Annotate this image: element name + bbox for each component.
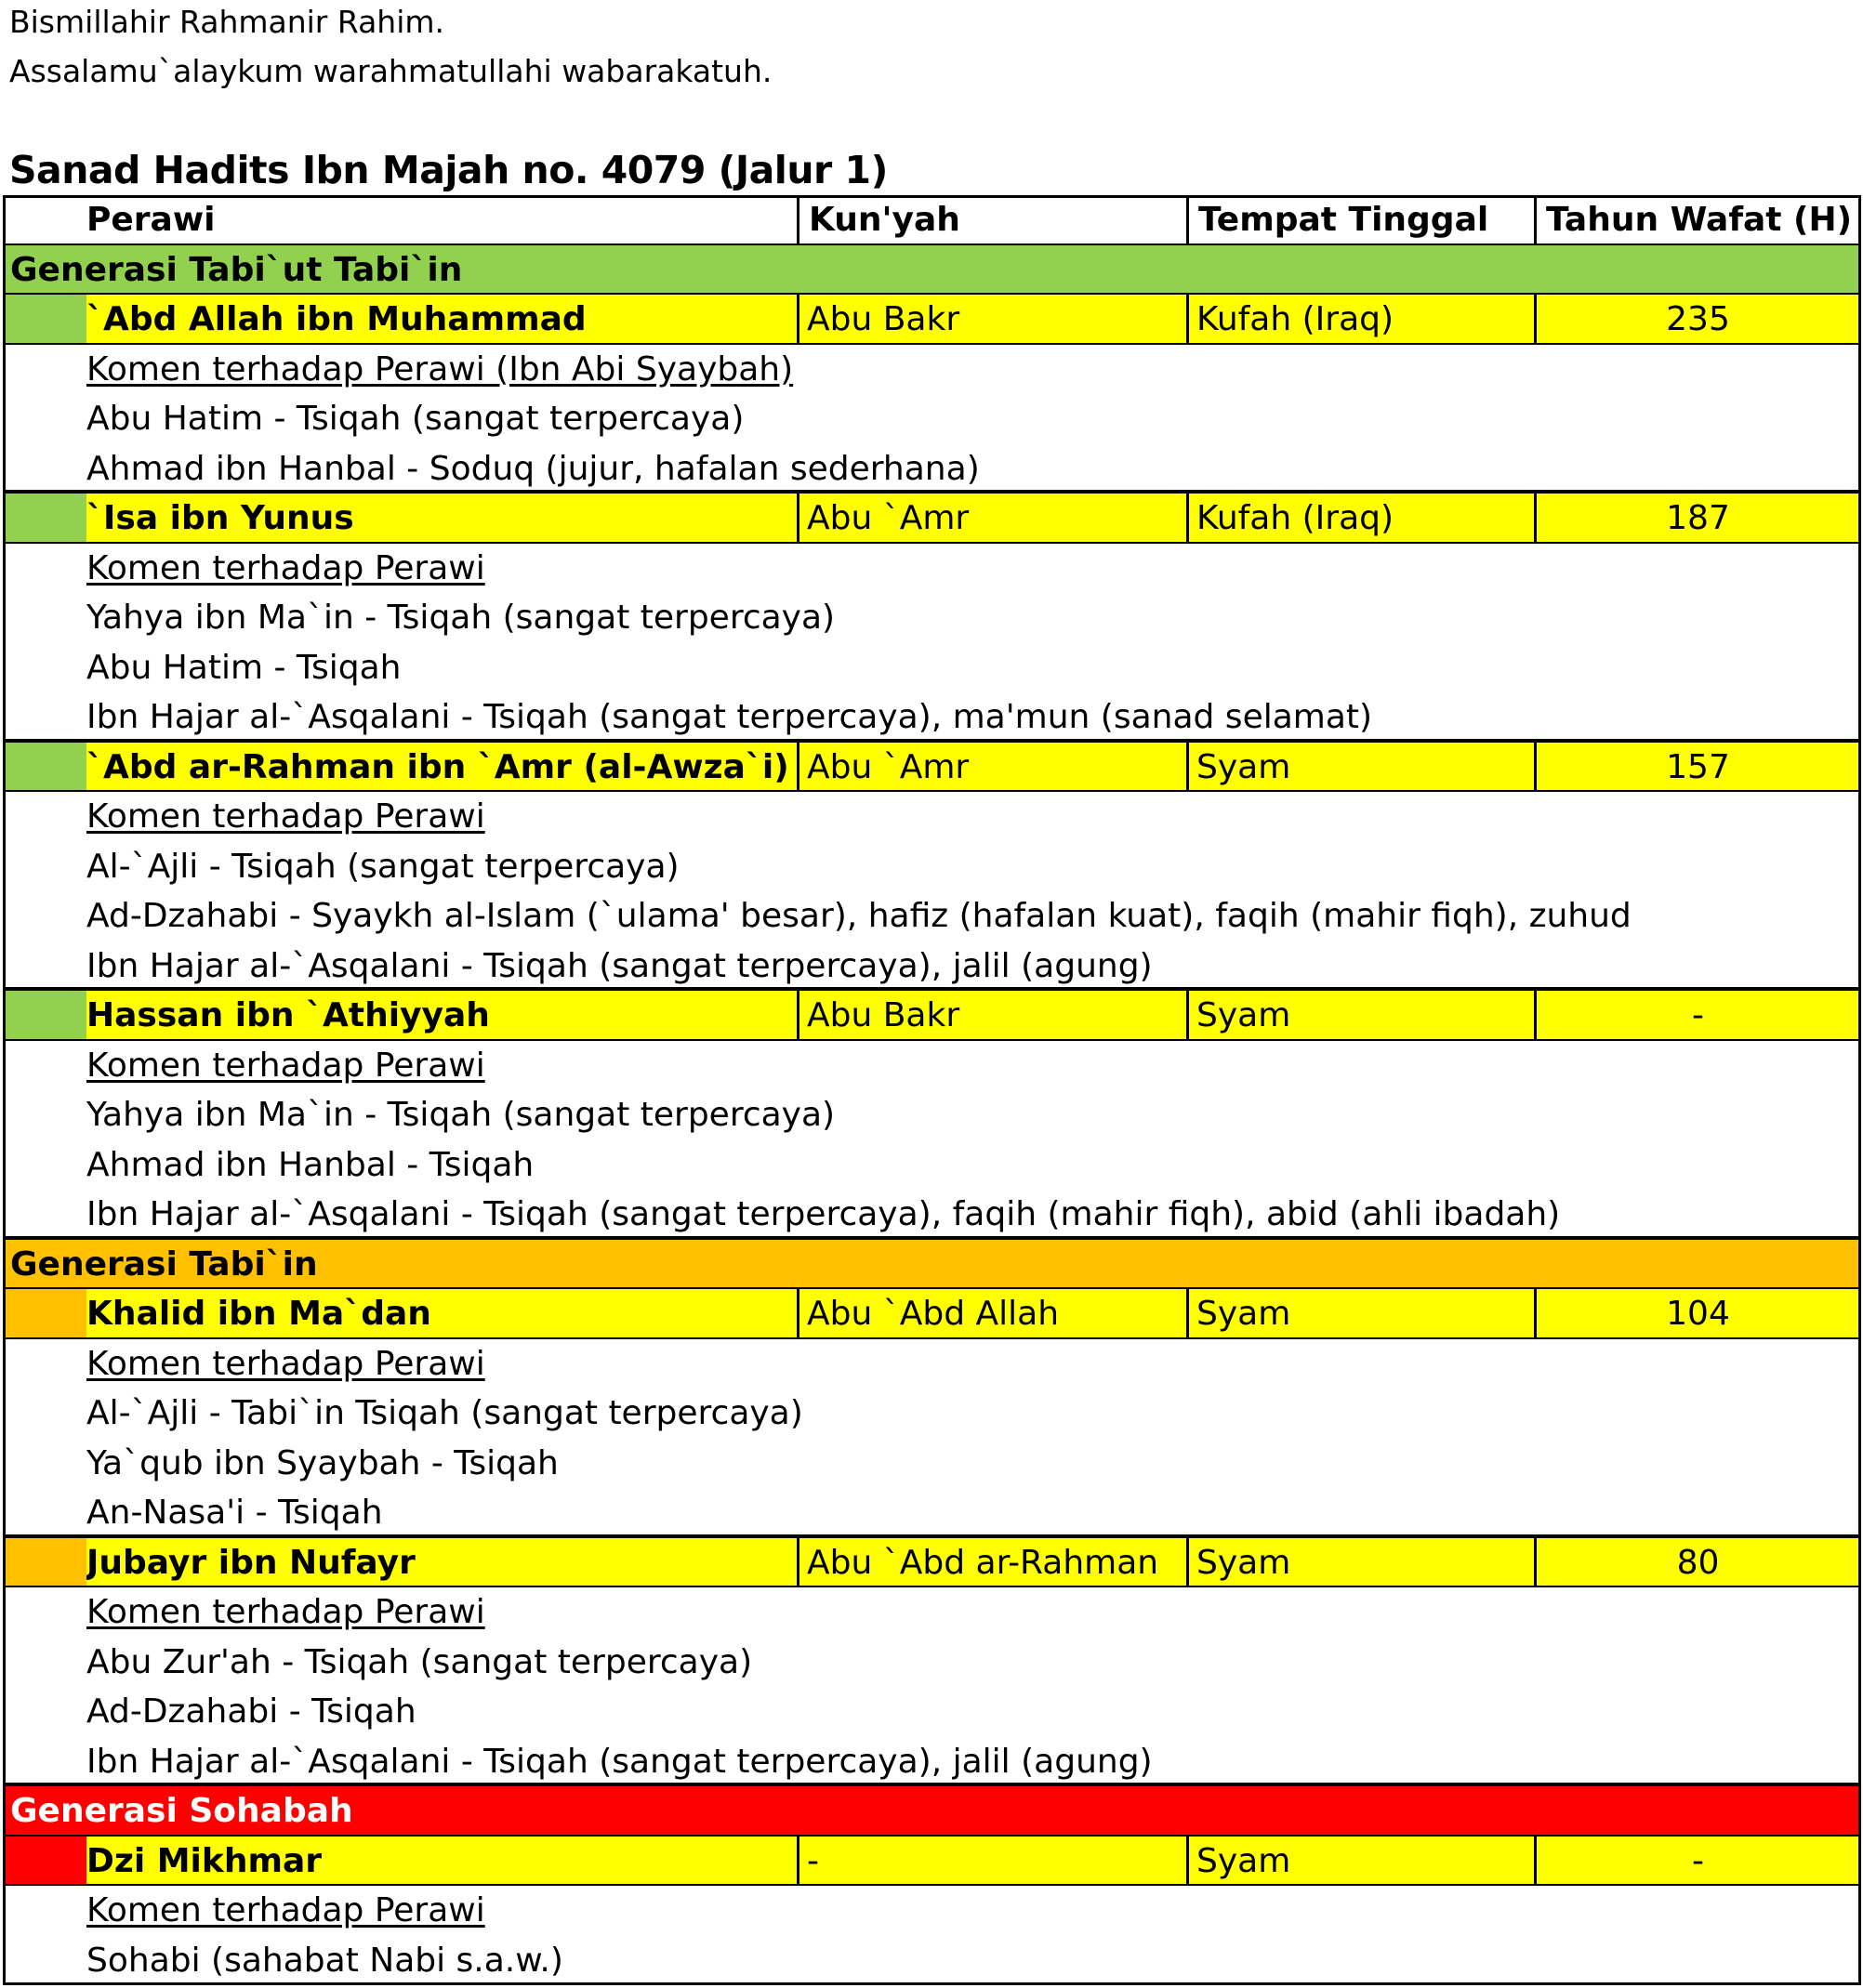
- column-divider: [1534, 743, 1537, 792]
- column-divider: [797, 1837, 799, 1886]
- comment-row: [3, 1140, 1861, 1190]
- comment-title: [86, 792, 485, 841]
- comment-text: Al-`Ajli - Tsiqah (sangat terpercaya): [86, 847, 680, 886]
- column-divider: [797, 743, 799, 792]
- comment-title: [86, 1339, 485, 1389]
- comment-text: Ibn Hajar al-`Asqalani - Tsiqah (sangat terpercaya), jalil (agung): [86, 946, 1153, 985]
- narrator-residence: Syam: [1196, 1295, 1291, 1333]
- comment-title: [86, 345, 793, 394]
- comment-title: [86, 1587, 485, 1637]
- comment-title-row: [3, 1886, 1861, 1935]
- narrator-kunyah: Abu `Amr: [807, 499, 970, 537]
- sanad-table: [3, 195, 1861, 1985]
- comment-row: [3, 1190, 1861, 1239]
- comment-title-text: Komen terhadap Perawi: [86, 1344, 485, 1383]
- page-title: Sanad Hadits Ibn Majah no. 4079 (Jalur 1): [9, 148, 888, 192]
- comment-row: [3, 1936, 1861, 1985]
- generation-heading-row: [3, 245, 1861, 295]
- column-divider: [1534, 195, 1537, 244]
- comment-text: Ahmad ibn Hanbal - Tsiqah: [86, 1145, 535, 1184]
- column-divider: [1534, 1837, 1537, 1886]
- comment-row: [3, 1389, 1861, 1438]
- comment-title-row: [3, 544, 1861, 593]
- comment-title: [86, 1041, 485, 1090]
- narrator-residence: Syam: [1196, 1543, 1291, 1582]
- comment-title-text: Komen terhadap Perawi: [86, 548, 485, 587]
- generation-color-marker: [3, 494, 86, 543]
- narrator-residence: Syam: [1196, 747, 1291, 786]
- comment-text: Ibn Hajar al-`Asqalani - Tsiqah (sangat terpercaya), ma'mun (sanad selamat): [86, 698, 1373, 736]
- comment-text: Abu Hatim - Tsiqah (sangat terpercaya): [86, 400, 745, 438]
- narrator-name: `Abd Allah ibn Muhammad: [86, 300, 587, 338]
- narrator-kunyah: -: [807, 1841, 819, 1880]
- narrator-name: `Abd ar-Rahman ibn `Amr (al-Awza`i): [86, 747, 789, 786]
- column-divider: [1186, 1538, 1189, 1587]
- narrator-kunyah: Abu `Abd ar-Rahman: [807, 1543, 1159, 1582]
- column-divider: [797, 295, 799, 344]
- comment-text: Al-`Ajli - Tabi`in Tsiqah (sangat terpercaya): [86, 1394, 803, 1432]
- generation-color-marker: [3, 1289, 86, 1338]
- comment-title-text: Komen terhadap Perawi (Ibn Abi Syaybah): [86, 349, 794, 388]
- comment-title-text: Komen terhadap Perawi: [86, 797, 485, 836]
- comment-row: [3, 1439, 1861, 1488]
- comment-title-row: [3, 345, 1861, 394]
- column-divider: [1186, 1837, 1189, 1886]
- comment-row: [3, 891, 1861, 941]
- comment-row: [3, 941, 1861, 991]
- comment-text: Ya`qub ibn Syaybah - Tsiqah: [86, 1443, 559, 1482]
- narrator-row: [3, 295, 1861, 344]
- generation-heading: Generasi Sohabah: [10, 1792, 353, 1830]
- column-divider: [797, 1289, 799, 1338]
- column-divider: [1534, 295, 1537, 344]
- narrator-death-year: 104: [1666, 1295, 1730, 1333]
- generation-heading: Generasi Tabi`ut Tabi`in: [10, 250, 463, 289]
- narrator-name: Khalid ibn Ma`dan: [86, 1295, 431, 1333]
- narrator-death-year: 80: [1676, 1543, 1720, 1582]
- column-divider: [1186, 494, 1189, 543]
- comment-title-text: Komen terhadap Perawi: [86, 1046, 485, 1085]
- comment-row: [3, 1090, 1861, 1139]
- column-divider: [797, 195, 799, 244]
- column-divider: [1186, 991, 1189, 1040]
- comment-title: [86, 1886, 485, 1935]
- column-divider: [1186, 743, 1189, 792]
- generation-color-marker: [3, 1538, 86, 1587]
- column-divider: [1534, 991, 1537, 1040]
- comment-row: [3, 444, 1861, 494]
- comment-row: [3, 692, 1861, 742]
- comment-title-text: Komen terhadap Perawi: [86, 1891, 485, 1929]
- comment-text: Yahya ibn Ma`in - Tsiqah (sangat terpercaya): [86, 1096, 836, 1134]
- comment-row: [3, 1737, 1861, 1786]
- greeting-line-2: Assalamu`alaykum warahmatullahi wabarakatuh.: [9, 53, 773, 89]
- narrator-kunyah: Abu Bakr: [807, 996, 960, 1034]
- comment-text: Sohabi (sahabat Nabi s.a.w.): [86, 1941, 563, 1980]
- narrator-death-year: -: [1692, 996, 1704, 1034]
- column-divider: [1534, 1289, 1537, 1338]
- narrator-row: [3, 1538, 1861, 1587]
- narrator-name: `Isa ibn Yunus: [86, 499, 354, 537]
- narrator-kunyah: Abu `Abd Allah: [807, 1295, 1060, 1333]
- generation-heading-row: [3, 1240, 1861, 1289]
- comment-text: An-Nasa'i - Tsiqah: [86, 1494, 383, 1532]
- comment-row: [3, 842, 1861, 891]
- comment-text: Abu Zur'ah - Tsiqah (sangat terpercaya): [86, 1642, 753, 1681]
- narrator-row: [3, 1837, 1861, 1886]
- comment-title-row: [3, 1339, 1861, 1389]
- comment-title-row: [3, 1587, 1861, 1637]
- narrator-death-year: 235: [1666, 300, 1730, 338]
- column-header-kunyah: Kun'yah: [809, 201, 960, 239]
- column-header-tempat: Tempat Tinggal: [1198, 201, 1489, 239]
- comment-title-text: Komen terhadap Perawi: [86, 1593, 485, 1631]
- narrator-row: [3, 743, 1861, 792]
- narrator-name: Dzi Mikhmar: [86, 1841, 323, 1880]
- narrator-residence: Kufah (Iraq): [1196, 499, 1394, 537]
- generation-color-marker: [3, 743, 86, 792]
- narrator-death-year: 157: [1666, 747, 1730, 786]
- comment-row: [3, 1488, 1861, 1537]
- narrator-kunyah: Abu Bakr: [807, 300, 960, 338]
- generation-color-marker: [3, 295, 86, 344]
- comment-text: Ad-Dzahabi - Tsiqah: [86, 1692, 416, 1731]
- generation-heading-row: [3, 1786, 1861, 1836]
- comment-row: [3, 1638, 1861, 1687]
- comment-text: Ibn Hajar al-`Asqalani - Tsiqah (sangat terpercaya), faqih (mahir fiqh), abid (ahli ibadah): [86, 1195, 1561, 1233]
- column-divider: [1534, 1538, 1537, 1587]
- comment-text: Abu Hatim - Tsiqah: [86, 648, 402, 687]
- comment-text: Ad-Dzahabi - Syaykh al-Islam (`ulama' besar), hafiz (hafalan kuat), faqih (mahir fiqh), zuhud: [86, 897, 1632, 935]
- column-divider: [1534, 494, 1537, 543]
- comment-text: Ahmad ibn Hanbal - Soduq (jujur, hafalan sederhana): [86, 449, 980, 488]
- narrator-row: [3, 991, 1861, 1040]
- comment-title: [86, 544, 485, 593]
- comment-title-row: [3, 1041, 1861, 1090]
- column-divider: [1186, 195, 1189, 244]
- generation-heading: Generasi Tabi`in: [10, 1244, 318, 1284]
- comment-title-row: [3, 792, 1861, 841]
- generation-color-marker: [3, 1837, 86, 1886]
- narrator-name: Hassan ibn `Athiyyah: [86, 996, 490, 1034]
- comment-row: [3, 394, 1861, 443]
- generation-color-marker: [3, 991, 86, 1040]
- column-divider: [797, 991, 799, 1040]
- column-header-wafat: Tahun Wafat (H): [1546, 201, 1853, 239]
- narrator-residence: Kufah (Iraq): [1196, 300, 1394, 338]
- narrator-kunyah: Abu `Amr: [807, 747, 970, 786]
- narrator-row: [3, 494, 1861, 543]
- greeting-line-1: Bismillahir Rahmanir Rahim.: [9, 4, 445, 40]
- column-divider: [797, 494, 799, 543]
- column-header-perawi: Perawi: [86, 201, 216, 239]
- comment-text: Ibn Hajar al-`Asqalani - Tsiqah (sangat terpercaya), jalil (agung): [86, 1742, 1153, 1781]
- column-divider: [1186, 1289, 1189, 1338]
- narrator-row: [3, 1289, 1861, 1338]
- narrator-death-year: -: [1692, 1841, 1704, 1880]
- column-divider: [797, 1538, 799, 1587]
- comment-row: [3, 593, 1861, 642]
- comment-text: Yahya ibn Ma`in - Tsiqah (sangat terpercaya): [86, 599, 836, 637]
- comment-row: [3, 1687, 1861, 1736]
- narrator-residence: Syam: [1196, 996, 1291, 1034]
- table-header-row: [3, 195, 1861, 244]
- comment-row: [3, 643, 1861, 692]
- column-divider: [1186, 295, 1189, 344]
- narrator-death-year: 187: [1666, 499, 1730, 537]
- narrator-name: Jubayr ibn Nufayr: [86, 1543, 416, 1582]
- narrator-residence: Syam: [1196, 1841, 1291, 1880]
